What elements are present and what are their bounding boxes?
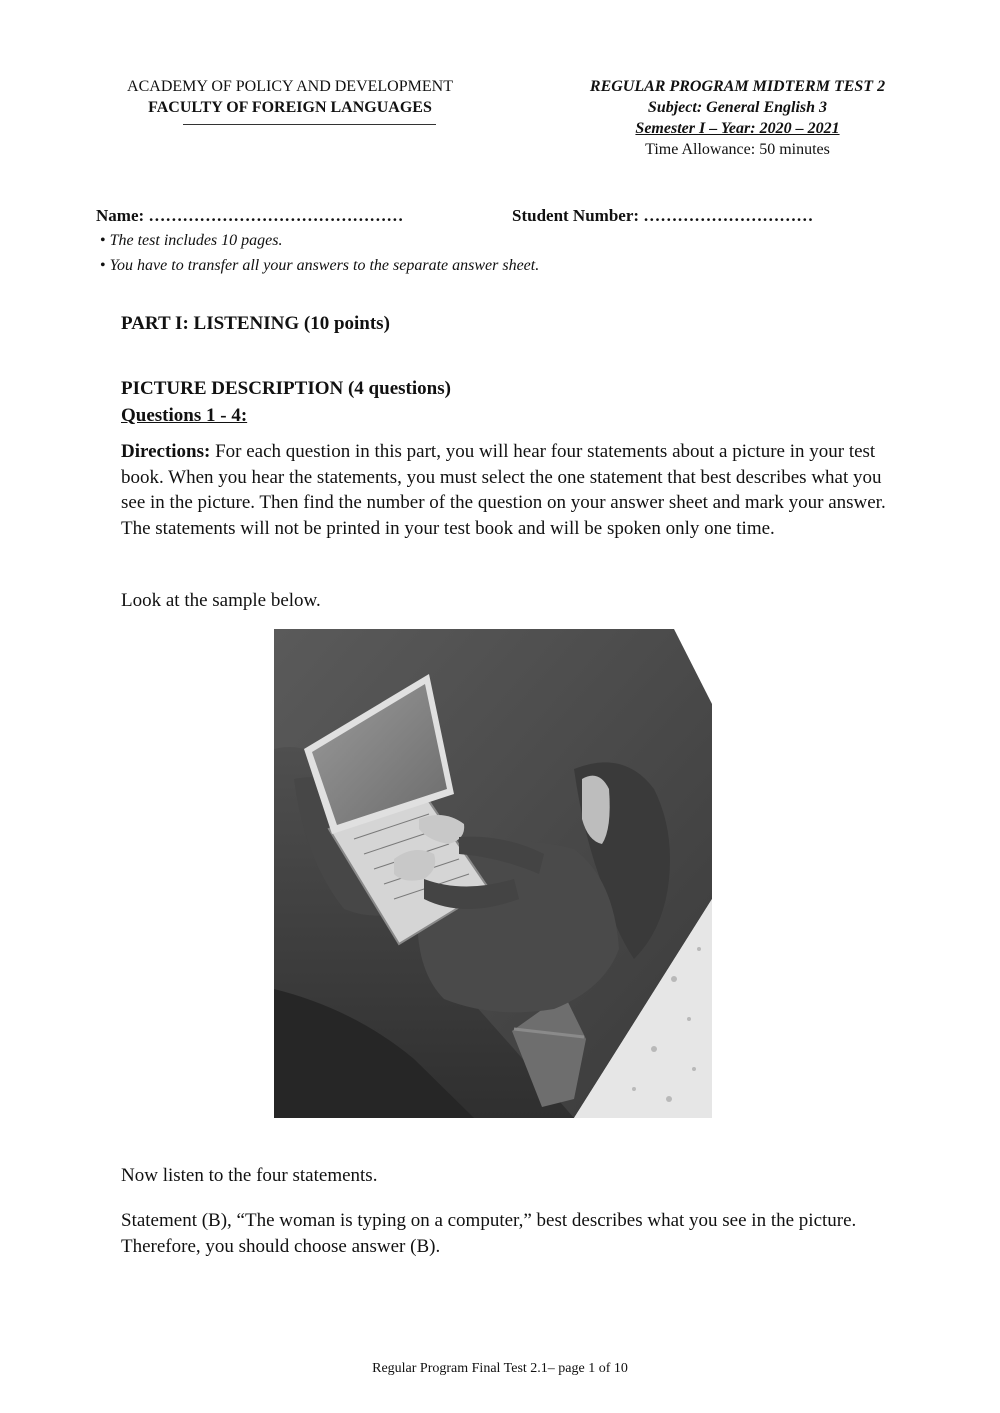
name-field[interactable]: Name: ……………………………………… (96, 206, 404, 225)
section-title: PICTURE DESCRIPTION (4 questions) (121, 378, 451, 399)
page-footer: Regular Program Final Test 2.1– page 1 of 10 (372, 1361, 628, 1376)
directions-text: For each question in this part, you will hear four statements about a picture in your test book. When you hear the statements, you must select the one statement that best describes what you see in the picture. Then find the number of the question on your answer sheet and mark your answer. The statements will not be printed in your test book and will be spoken only one time. (121, 441, 886, 539)
test-subject: Subject: General English 3 (647, 99, 828, 116)
note-pages (100, 232, 282, 250)
test-title: REGULAR PROGRAM MIDTERM TEST 2 (589, 78, 886, 95)
header-divider (183, 124, 436, 125)
test-semester: Semester I – Year: 2020 – 2021 (635, 120, 840, 137)
student-number-field[interactable]: Student Number: ………………………… (512, 206, 814, 225)
student-info-row (96, 206, 916, 226)
note-answer-sheet (100, 257, 539, 275)
bullet-icon: • (100, 257, 106, 274)
look-at-sample: Look at the sample below. (121, 590, 321, 611)
bullet-icon: • (100, 232, 106, 249)
question-range: Questions 1 - 4: (121, 405, 248, 426)
note-text: You have to transfer all your answers to the separate answer sheet. (109, 257, 540, 274)
answer-explanation: Statement (B), “The woman is typing on a computer,” best describes what you see in the picture. Therefore, you should choose answer (B). (121, 1210, 857, 1257)
institution-header (80, 76, 500, 118)
note-text: The test includes 10 pages. (109, 232, 283, 249)
directions-label: Directions: (121, 441, 211, 462)
academy-name: ACADEMY OF POLICY AND DEVELOPMENT (127, 78, 453, 95)
directions-paragraph (121, 439, 891, 541)
test-header (560, 76, 915, 160)
now-listen-text: Now listen to the four statements. (121, 1165, 378, 1186)
faculty-name: FACULTY OF FOREIGN LANGUAGES (148, 99, 432, 116)
part-title: PART I: LISTENING (10 points) (121, 313, 390, 334)
sample-photo (274, 629, 712, 1118)
time-allowance: Time Allowance: 50 minutes (645, 141, 830, 158)
